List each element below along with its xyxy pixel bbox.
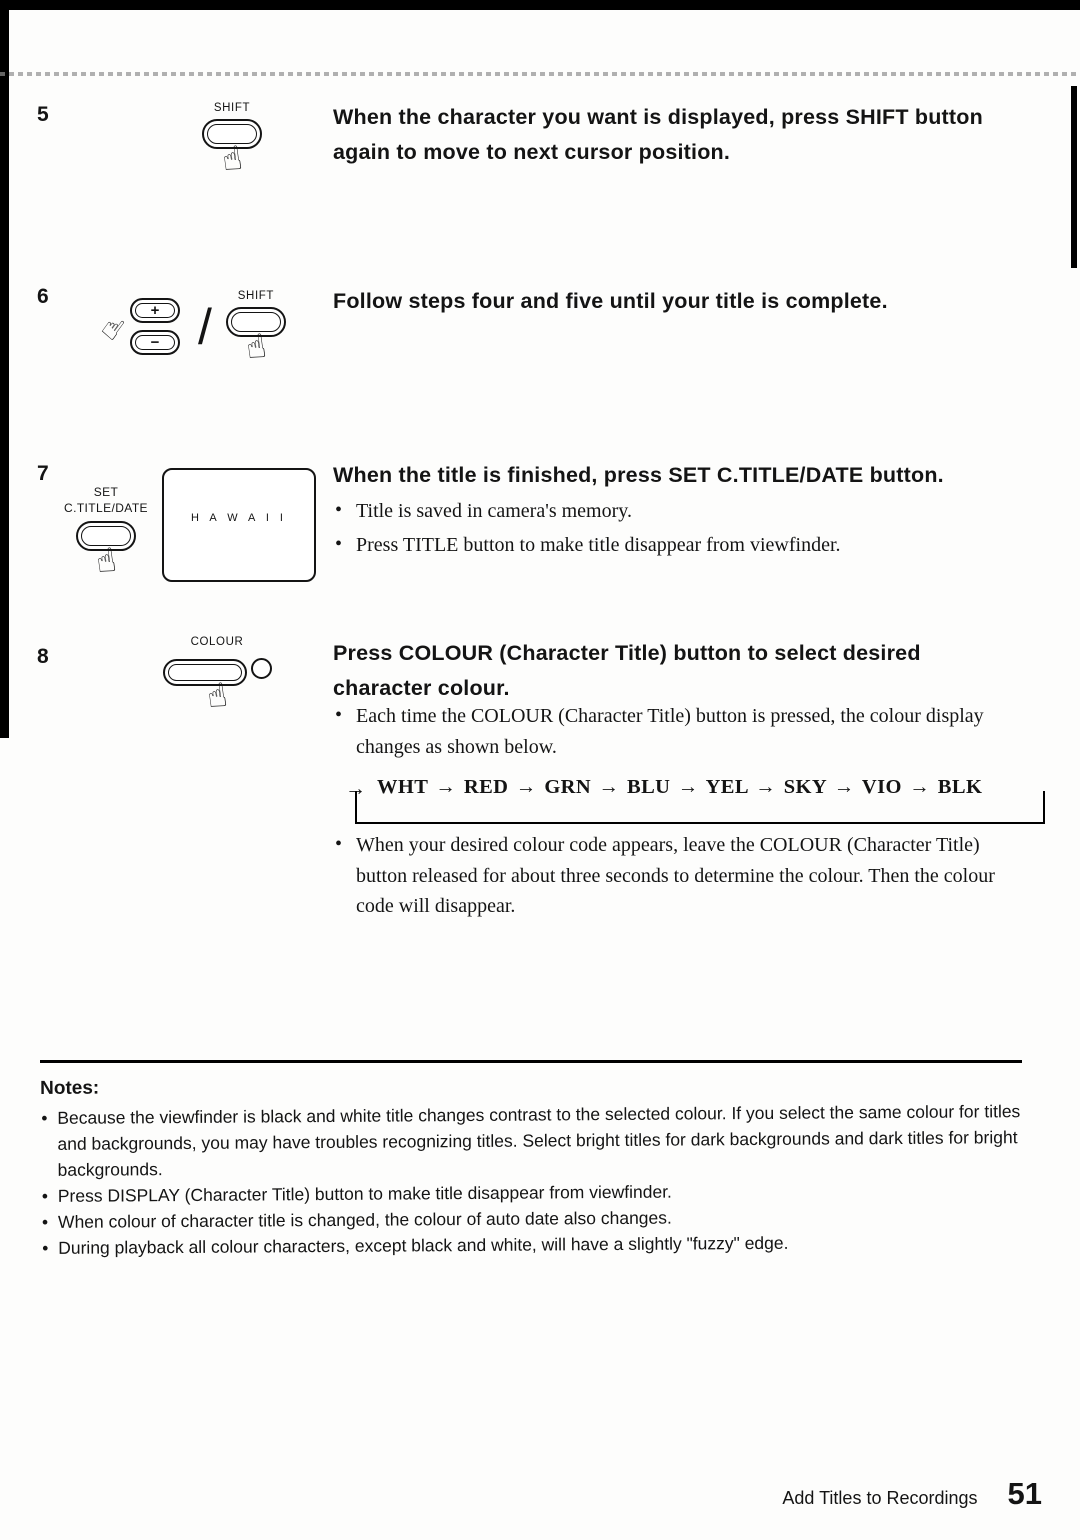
shift-button-icon xyxy=(188,102,276,180)
pressing-hand-icon: ☝ xyxy=(243,325,269,368)
viewfinder-title-text: H A W A I I xyxy=(191,512,287,524)
shift-button-label: SHIFT xyxy=(213,102,251,114)
page-footer xyxy=(0,1476,1042,1512)
scan-artifact-dotted-line xyxy=(0,72,1080,76)
notes-divider xyxy=(40,1060,1022,1063)
pressing-hand-icon: ☝ xyxy=(93,539,119,582)
footer-section-label: Add Titles to Recordings xyxy=(782,1488,978,1508)
bullet-when-desired: • When your desired colour code appears, leave the COLOUR (Character Title) button released for about three seconds to determine the colour. Then the colour code will disappear. xyxy=(333,830,1013,922)
note-item: • Because the viewfinder is black and white title changes contrast to the selected colour. If you select the same colour for titles and backgrounds, you may have troubles recognizing titles. Select bright titles for dark backgrounds and dark titles for bright backgrounds. xyxy=(40,1098,1041,1183)
colour-cycle-diagram xyxy=(343,776,1045,826)
note-item: • Press DISPLAY (Character Title) button to make title disappear from viewfinder. xyxy=(41,1176,1041,1209)
plus-button-shape xyxy=(130,298,180,323)
step-6-heading: Follow steps four and five until your title is complete. xyxy=(333,289,888,313)
step-8-bullet-before-cycle xyxy=(333,701,1013,765)
step-7-bullets xyxy=(333,496,1033,563)
plus-minus-buttons-icon xyxy=(94,298,180,355)
pressing-hand-icon: ☝ xyxy=(94,309,131,349)
note-item: • During playback all colour characters, except black and white, will have a slightly "fuzzy" edge. xyxy=(41,1228,1041,1261)
step-number-6: 6 xyxy=(37,285,49,308)
set-ctitle-date-button-icon xyxy=(48,484,164,582)
viewfinder-display xyxy=(162,468,316,582)
colour-button-label: COLOUR xyxy=(190,636,244,648)
slash-icon: / xyxy=(198,298,212,355)
shift-button-label: SHIFT xyxy=(237,290,275,302)
step-number-7: 7 xyxy=(37,462,49,485)
pressing-hand-icon: ☝ xyxy=(204,674,230,717)
colour-button-icon xyxy=(152,636,282,717)
minus-icon: − xyxy=(150,334,160,351)
plus-minus-shift-buttons-icon xyxy=(94,290,286,368)
step-8-bullet-after-cycle xyxy=(333,830,1013,925)
set-button-label: SET xyxy=(93,485,119,499)
step-number-5: 5 xyxy=(37,103,49,126)
bullet-press-title: • Press TITLE button to make title disappear from viewfinder. xyxy=(333,530,1033,561)
step-number-8: 8 xyxy=(37,645,49,668)
scan-artifact-top-edge xyxy=(0,0,1080,10)
minus-button-shape xyxy=(130,330,180,355)
step-5-heading: When the character you want is displayed, press SHIFT button again to move to next cursor position. xyxy=(333,105,983,164)
cycle-loop-line xyxy=(355,791,1045,824)
notes-title: Notes: xyxy=(40,1077,100,1099)
bullet-each-time: • Each time the COLOUR (Character Title) button is pressed, the colour display changes as shown below. xyxy=(333,701,1013,762)
scan-artifact-right-edge xyxy=(1071,86,1077,268)
page-number: 51 xyxy=(1007,1476,1042,1511)
shift-button-icon xyxy=(226,290,286,368)
notes-section xyxy=(40,1071,1041,1261)
pressing-hand-icon: ☝ xyxy=(219,137,245,180)
ctitle-date-button-label: C.TITLE/DATE xyxy=(64,501,148,515)
step-7-heading: When the title is finished, press SET C.TITLE/DATE button. xyxy=(333,463,944,487)
bullet-title-saved: • Title is saved in camera's memory. xyxy=(333,496,1033,527)
note-item: • When colour of character title is changed, the colour of auto date also changes. xyxy=(41,1202,1041,1235)
plus-icon: + xyxy=(150,302,160,319)
step-8-heading: Press COLOUR (Character Title) button to select desired character colour. xyxy=(333,641,921,700)
colour-cycle-text: WHT → RED → GRN → BLU → YEL → SKY → VIO → BLK xyxy=(377,776,983,798)
side-knob-icon xyxy=(251,658,272,679)
scan-artifact-left-edge xyxy=(0,0,9,738)
cycle-arrow-icon: → xyxy=(345,776,366,800)
